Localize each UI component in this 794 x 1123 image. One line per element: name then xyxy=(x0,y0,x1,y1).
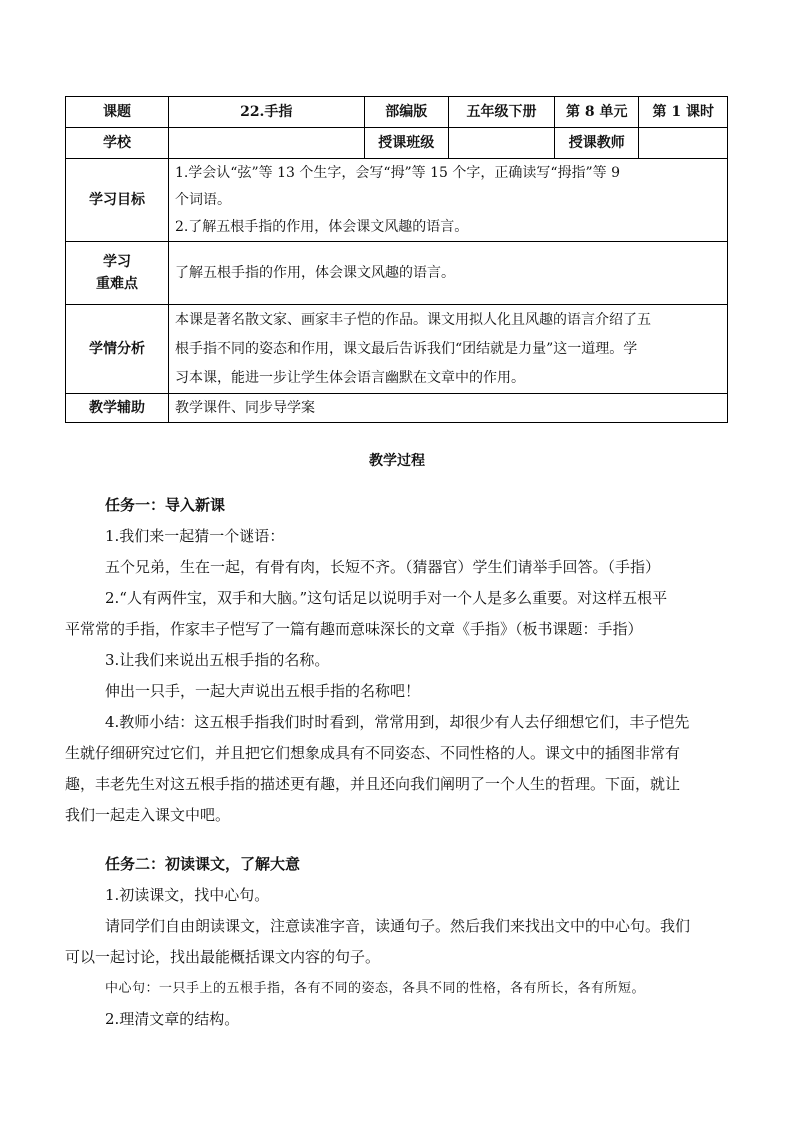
unit: 第 8 单元 xyxy=(555,97,639,128)
table-row xyxy=(66,128,728,159)
teacher-label: 授课教师 xyxy=(555,128,639,159)
edition: 部编版 xyxy=(364,97,448,128)
lesson-info-table xyxy=(65,96,728,423)
paragraph: 2.理清文章的结构。 xyxy=(105,1010,240,1028)
key-label-line: 学习 xyxy=(102,254,131,270)
key-label-line: 重难点 xyxy=(95,276,138,292)
section-title: 教学过程 xyxy=(369,453,425,469)
lesson-body xyxy=(65,490,725,1035)
paragraph: 生就仔细研究过它们，并且把它们想象成具有不同姿态、不同性格的人。课文中的插图非常有 xyxy=(65,744,681,762)
analysis-line: 本课是著名散文家、画家丰子恺的作品。课文用拟人化且风趣的语言介绍了五 xyxy=(174,311,651,328)
class-label: 授课班级 xyxy=(364,128,448,159)
goals-line: 1.学会认“弦”等 13 个生字，会写“拇”等 15 个字，正确读写“拇指”等 9 xyxy=(174,164,621,181)
teacher-value xyxy=(639,128,728,159)
aids-content: 教学课件、同步导学案 xyxy=(168,394,727,423)
analysis-content xyxy=(168,305,727,394)
school-value xyxy=(168,128,364,159)
paragraph: 4.教师小结：这五根手指我们时时看到，常常用到，却很少有人去仔细想它们，丰子恺先 xyxy=(105,713,690,731)
paragraph: 我们一起走入课文中吧。 xyxy=(65,806,231,824)
goals-label: 学习目标 xyxy=(66,159,169,242)
analysis-line: 习本课，能进一步让学生体会语言幽默在文章中的作用。 xyxy=(174,369,525,386)
key-points-content: 了解五根手指的作用，体会课文风趣的语言。 xyxy=(168,242,727,305)
lesson-title: 22.手指 xyxy=(168,97,364,128)
paragraph: 1.我们来一起猜一个谜语： xyxy=(105,527,285,545)
analysis-line: 根手指不同的姿态和作用，课文最后告诉我们“团结就是力量”这一道理。学 xyxy=(174,340,638,357)
paragraph: 1.初读课文，找中心句。 xyxy=(105,886,270,904)
paragraph: 平常常的手指，作家丰子恺写了一篇有趣而意味深长的文章《手指》（板书课题：手指） xyxy=(65,620,643,638)
analysis-label: 学情分析 xyxy=(66,305,169,394)
table-row xyxy=(66,305,728,394)
period: 第 1 课时 xyxy=(639,97,728,128)
key-points-label xyxy=(66,242,169,305)
paragraph: 五个兄弟，生在一起，有骨有肉，长短不齐。（猜器官）学生们请举手回答。（手指） xyxy=(105,558,661,576)
class-value xyxy=(448,128,554,159)
paragraph: 可以一起讨论，找出最能概括课文内容的句子。 xyxy=(65,948,381,966)
paragraph: 请同学们自由朗读课文，注意读准字音，读通句子。然后我们来找出文中的中心句。我们 xyxy=(105,917,691,935)
paragraph: 趣，丰老先生对这五根手指的描述更有趣，并且还向我们阐明了一个人生的哲理。下面，就让 xyxy=(65,775,681,793)
paragraph: 2.“人有两件宝，双手和大脑。”这句话足以说明手对一个人是多么重要。对这样五根平 xyxy=(105,589,668,607)
spacer xyxy=(105,831,725,849)
paragraph: 3.让我们来说出五根手指的名称。 xyxy=(105,651,330,669)
goals-line: 2.了解五根手指的作用，体会课文风趣的语言。 xyxy=(174,218,469,235)
task2-title: 任务二：初读课文，了解大意 xyxy=(105,855,301,873)
aids-label: 教学辅助 xyxy=(66,394,169,423)
table-row xyxy=(66,159,728,242)
table-row xyxy=(66,97,728,128)
table-row xyxy=(66,242,728,305)
task1-title: 任务一：导入新课 xyxy=(105,496,226,514)
table-row xyxy=(66,394,728,423)
paragraph: 伸出一只手，一起大声说出五根手指的名称吧！ xyxy=(105,682,421,700)
central-sentence: 中心句：一只手上的五根手指，各有不同的姿态，各具不同的性格，各有所长，各有所短。 xyxy=(105,981,646,996)
school-label: 学校 xyxy=(66,128,169,159)
topic-label: 课题 xyxy=(66,97,169,128)
goals-line: 个词语。 xyxy=(174,191,231,208)
grade: 五年级下册 xyxy=(448,97,554,128)
goals-content xyxy=(168,159,727,242)
